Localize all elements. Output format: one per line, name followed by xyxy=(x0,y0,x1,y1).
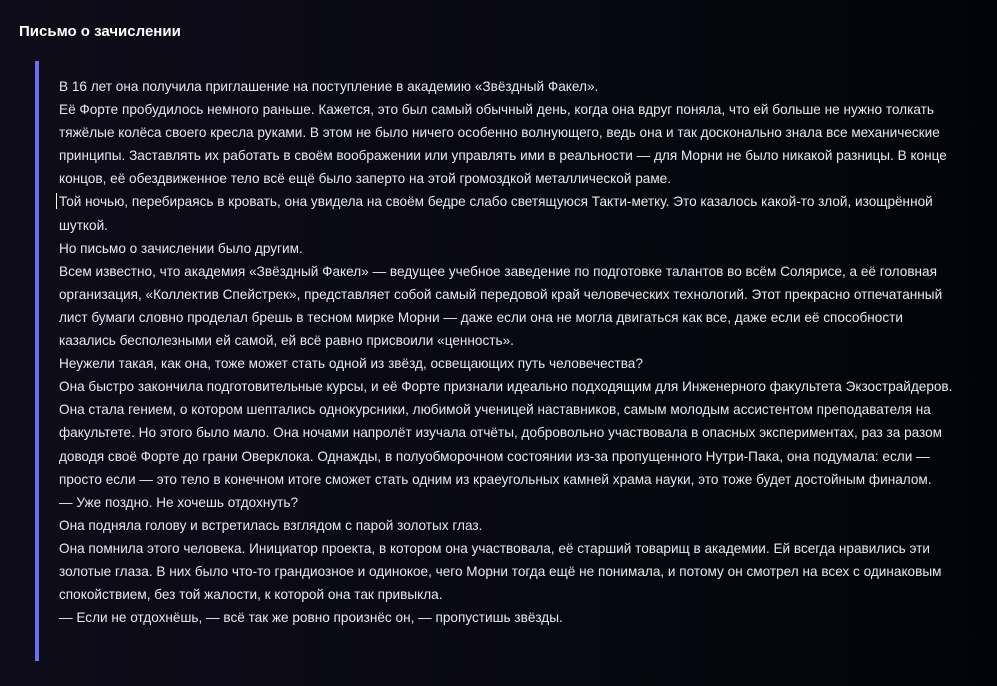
story-paragraph: Всем известно, что академия «Звёздный Факел» — ведущее учебное заведение по подготовке талантов во всём Солярисе, а её головная организация, «Коллектив Спейстрек», представляет собой самый передовой край человеческих технологий. Этот прекрасно отпечатанный лист бумаги словно проделал брешь в тесном мирке Морни — даже если она не могла двигаться как все, даже если её способности казались бесполезными ей самой, ей всё равно присвоили «ценность». xyxy=(59,263,943,349)
text-caret xyxy=(56,193,57,209)
story-paragraph: Она быстро закончила подготовительные курсы, и её Форте признали идеально подходящим для Инженерного факультета Экзострайдеров. Она стала гением, о котором шептались однокурсники, любимой ученицей наставников, самым молодым ассистентом преподавателя на факультете. Но этого было мало. Она ночами напролёт изучала отчёты, добровольно участвовала в опасных экспериментах, раз за разом доводя своё Форте до грани Оверклока. Однажды, в полуобморочном состоянии из-за пропущенного Нутри-Пака, она подумала: если — просто если — это тело в конечном итоге сможет стать одним из краеугольных камней храма науки, это тоже будет достойным финалом. xyxy=(59,379,953,487)
story-paragraph: Но письмо о зачислении было другим. xyxy=(59,240,303,256)
story-paragraph: Она подняла голову и встретилась взглядом с парой золотых глаз. xyxy=(59,517,483,533)
story-text[interactable] xyxy=(59,75,959,629)
story-paragraph: Она помнила этого человека. Инициатор проекта, в котором она участвовала, её старший товарищ в академии. Ей всегда нравились эти золотые глаза. В них было что-то грандиозное и одинокое, чего Морни тогда ещё не понимала, и потому он смотрел на всех с одинаковым спокойствием, без той жалости, к которой она так привыкла. xyxy=(59,540,942,603)
page-title: Письмо о зачислении xyxy=(19,23,181,40)
story-paragraph: Её Форте пробудилось немного раньше. Кажется, это был самый обычный день, когда она вдруг поняла, что ей больше не нужно толкать тяжёлые колёса своего кресла руками. В этом не было ничего особенно волнующего, ведь она и так досконально знала все механические принципы. Заставлять их работать в своём воображении или управлять ими в реальности — для Морни не было никакой разницы. В конце концов, её обездвиженное тело всё ещё было заперто на этой громоздкой металлической раме. xyxy=(59,102,947,187)
story-paragraph: Неужели такая, как она, тоже может стать одной из звёзд, освещающих путь человечества? xyxy=(59,356,643,372)
story-paragraph: В 16 лет она получила приглашение на поступление в академию «Звёздный Факел». xyxy=(59,79,599,94)
story-paragraph-text: Той ночью, перебираясь в кровать, она увидела на своём бедре слабо светящуюся Такти-метку. Это казалось какой-то злой, изощрённой шуткой. xyxy=(59,194,933,233)
story-paragraph-with-caret xyxy=(59,190,959,236)
story-paragraph: — Если не отдохнёшь, — всё так же ровно произнёс он, — пропустишь звёзды. xyxy=(59,610,563,626)
story-paragraph: — Уже поздно. Не хочешь отдохнуть? xyxy=(59,494,299,510)
story-blockquote xyxy=(35,61,975,661)
